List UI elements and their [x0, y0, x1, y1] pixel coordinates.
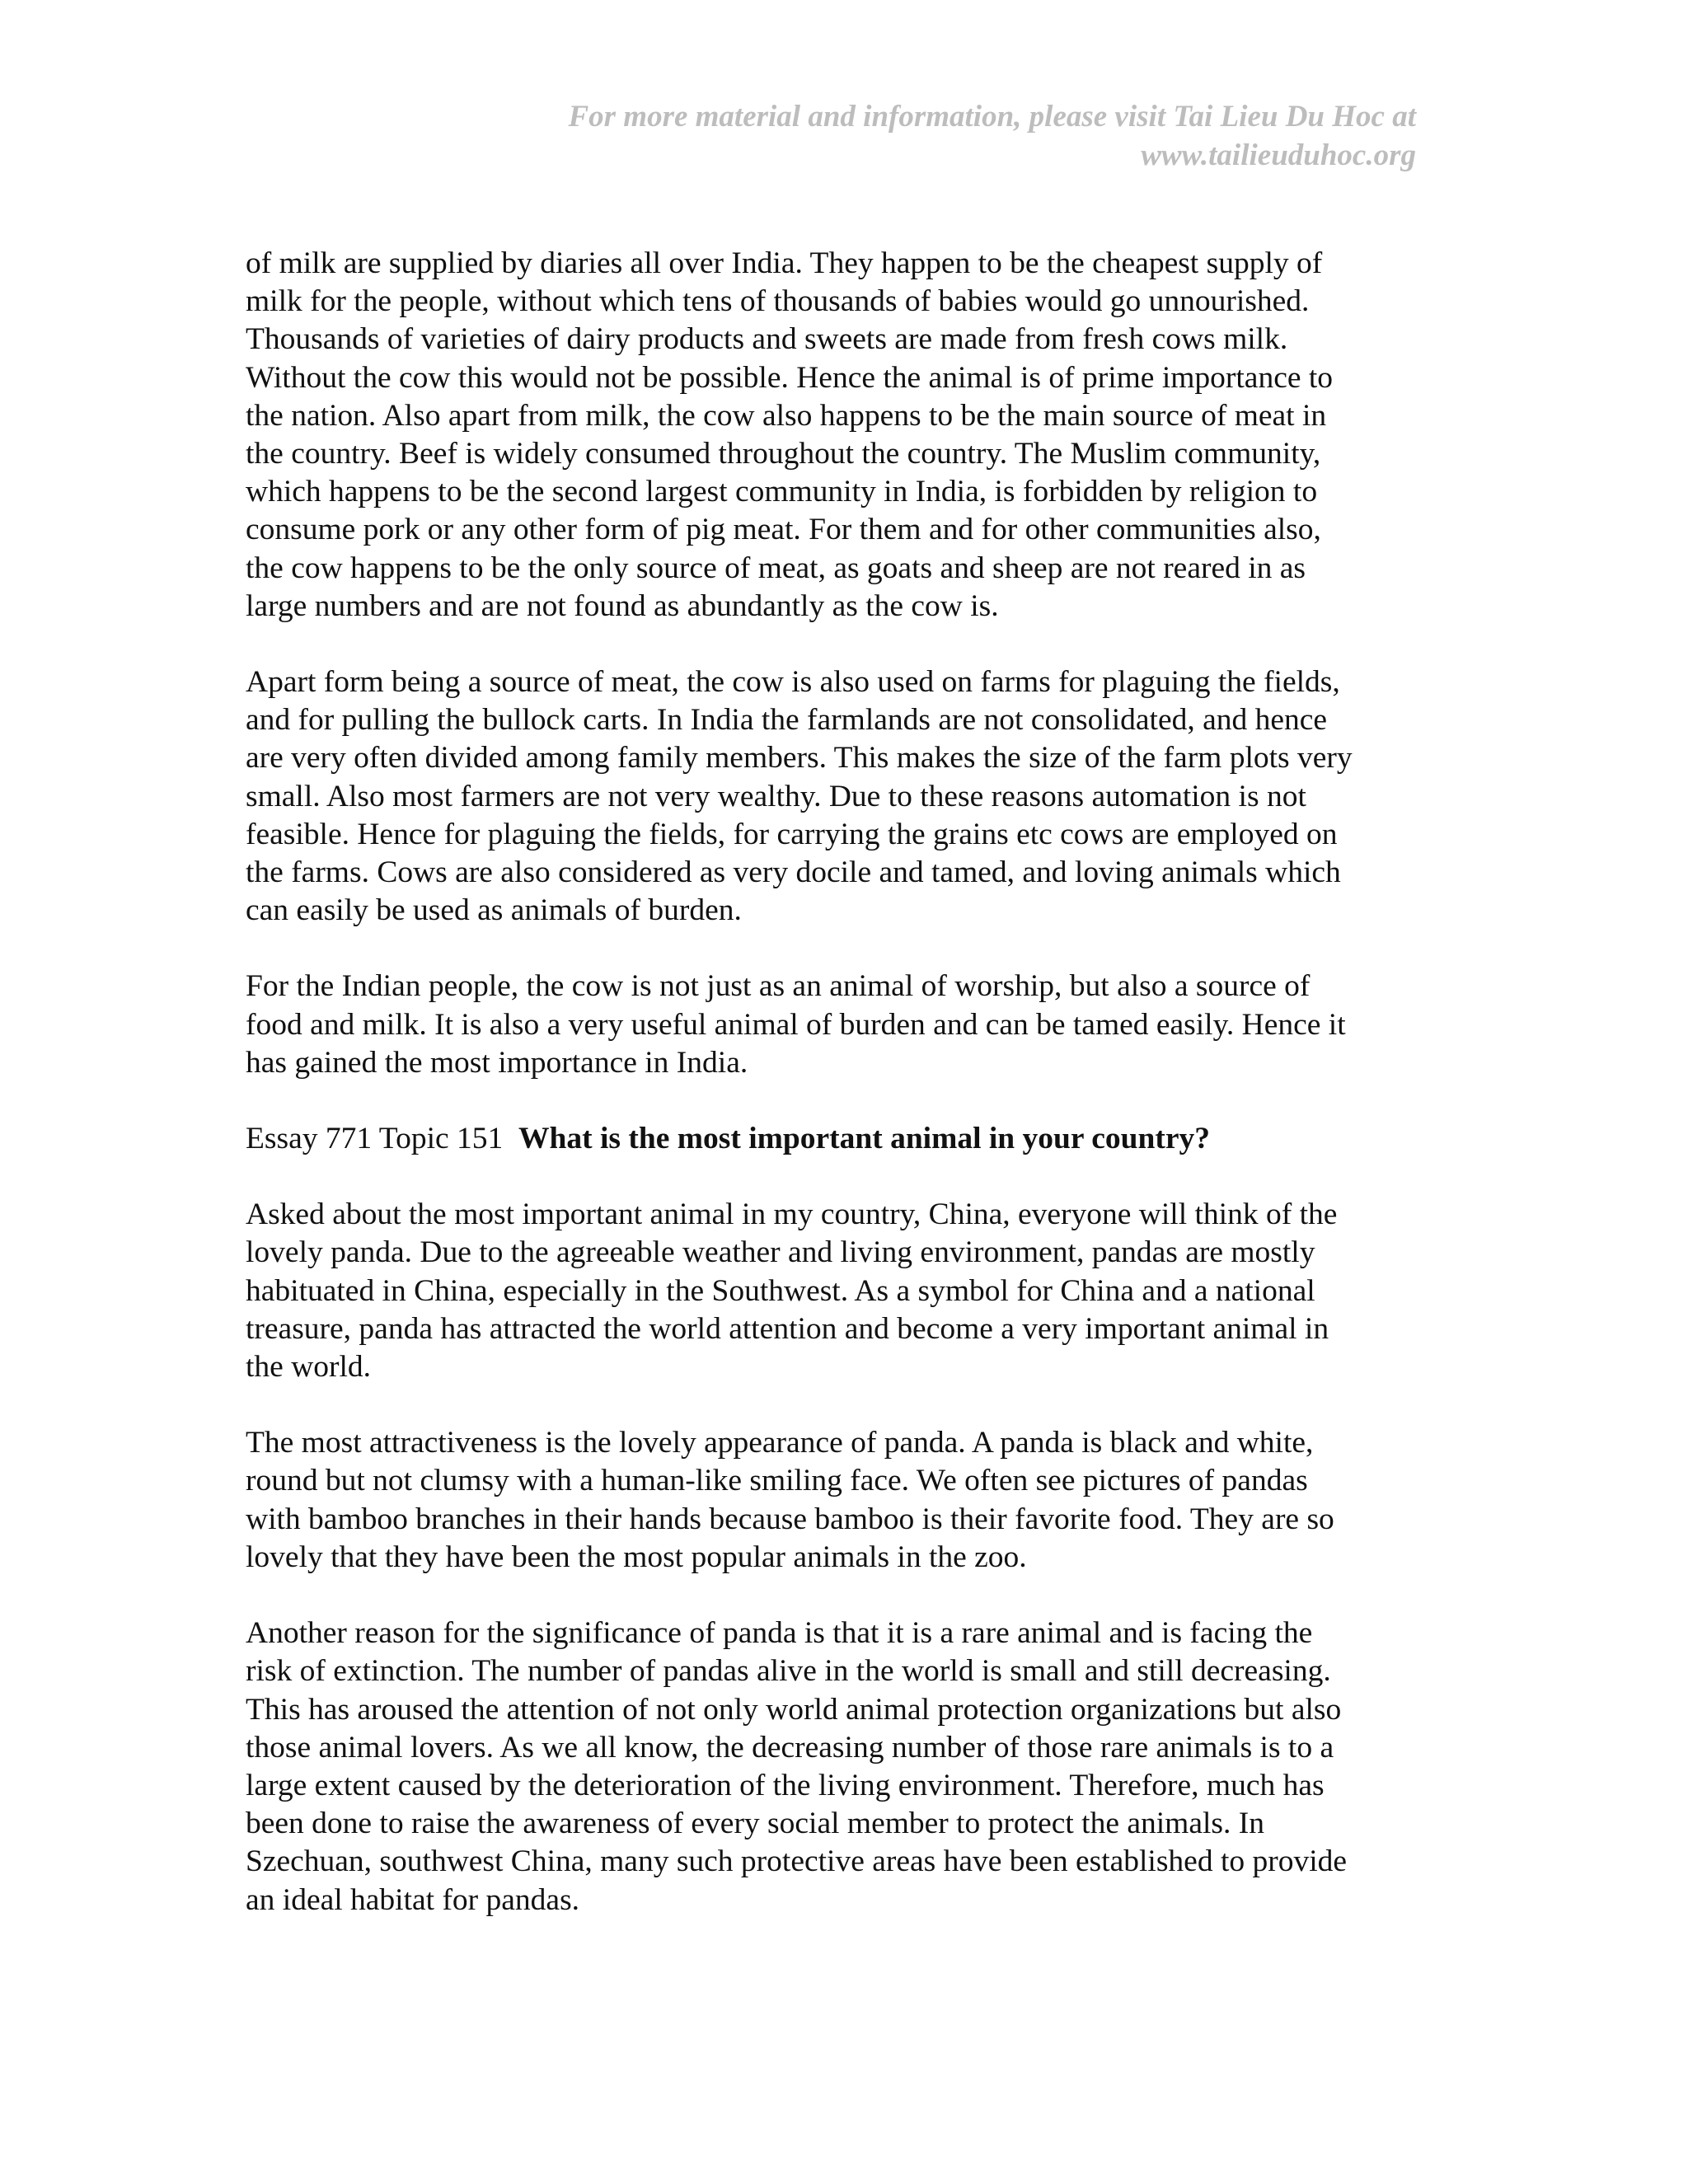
paragraph-cow-conclusion — [246, 968, 1432, 1082]
text-line: Szechuan, southwest China, many such protective areas have been established to provide — [246, 1844, 1348, 1879]
text-line: habituated in China, especially in the Southwest. As a symbol for China and a national — [246, 1273, 1315, 1308]
text-line: an ideal habitat for pandas. — [246, 1882, 580, 1917]
document-body — [246, 245, 1432, 1957]
text-line: Apart form being a source of meat, the cow is also used on farms for plaguing the fields, — [246, 665, 1340, 700]
text-line: large extent caused by the deterioration of the living environment. Therefore, much has — [246, 1768, 1325, 1802]
text-line: can easily be used as animals of burden. — [246, 893, 742, 928]
essay-heading — [246, 1120, 1432, 1158]
paragraph-panda-intro — [246, 1196, 1432, 1386]
essay-title: What is the most important animal in your country? — [518, 1122, 1210, 1156]
text-line: For the Indian people, the cow is not just as an animal of worship, but also a source of — [246, 969, 1311, 1004]
paragraph-cow-farms — [246, 663, 1432, 930]
text-line: round but not clumsy with a human-like smiling face. We often see pictures of pandas — [246, 1464, 1308, 1498]
text-line: This has aroused the attention of not only world animal protection organizations but also — [246, 1692, 1342, 1727]
text-line: the country. Beef is widely consumed throughout the country. The Muslim community, — [246, 437, 1321, 471]
text-line: and for pulling the bullock carts. In India the farmlands are not consolidated, and hence — [246, 703, 1328, 738]
text-line: lovely that they have been the most popular animals in the zoo. — [246, 1540, 1027, 1574]
text-line: the farms. Cows are also considered as very docile and tamed, and loving animals which — [246, 855, 1341, 890]
text-line: small. Also most farmers are not very wealthy. Due to these reasons automation is not — [246, 779, 1306, 813]
paragraph-panda-rarity — [246, 1615, 1432, 1919]
text-line: has gained the most importance in India. — [246, 1045, 748, 1080]
text-line: consume pork or any other form of pig meat. For them and for other communities also, — [246, 513, 1321, 547]
text-line: are very often divided among family members. This makes the size of the farm plots very — [246, 741, 1353, 776]
text-line: of milk are supplied by diaries all over India. They happen to be the cheapest supply of — [246, 246, 1323, 280]
text-line: risk of extinction. The number of pandas alive in the world is small and still decreasing. — [246, 1654, 1331, 1689]
text-line: the world. — [246, 1350, 372, 1385]
text-line: feasible. Hence for plaguing the fields, for carrying the grains etc cows are employed on — [246, 817, 1338, 851]
text-line: the cow happens to be the only source of meat, as goats and sheep are not reared in as — [246, 551, 1306, 585]
text-line: The most attractiveness is the lovely appearance of panda. A panda is black and white, — [246, 1426, 1314, 1460]
text-line: the nation. Also apart from milk, the cow also happens to be the main source of meat in — [246, 398, 1327, 433]
header-line-1: For more material and information, please visit Tai Lieu Du Hoc at — [568, 100, 1416, 134]
text-line: large numbers and are not found as abundantly as the cow is. — [246, 588, 999, 623]
paragraph-cow-milk — [246, 245, 1432, 626]
paragraph-panda-appearance — [246, 1424, 1432, 1577]
watermark-header — [345, 97, 1416, 175]
text-line: Another reason for the significance of panda is that it is a rare animal and is facing the — [246, 1616, 1313, 1651]
text-line: Thousands of varieties of dairy products and sweets are made from fresh cows milk. — [246, 322, 1288, 357]
essay-label: Essay 771 Topic 151 — [246, 1122, 504, 1156]
header-link[interactable]: www.tailieuduhoc.org — [1141, 138, 1416, 172]
text-line: those animal lovers. As we all know, the decreasing number of those rare animals is to a — [246, 1730, 1334, 1765]
text-line: milk for the people, without which tens of thousands of babies would go unnourished. — [246, 284, 1310, 319]
text-line: treasure, panda has attracted the world attention and become a very important animal in — [246, 1311, 1329, 1346]
text-line: with bamboo branches in their hands because bamboo is their favorite food. They are so — [246, 1502, 1334, 1536]
text-line: food and milk. It is also a very useful animal of burden and can be tamed easily. Hence it — [246, 1007, 1346, 1042]
text-line: lovely panda. Due to the agreeable weather and living environment, pandas are mostly — [246, 1235, 1315, 1270]
text-line: been done to raise the awareness of every social member to protect the animals. In — [246, 1807, 1264, 1841]
text-line: which happens to be the second largest community in India, is forbidden by religion to — [246, 475, 1318, 509]
text-line: Without the cow this would not be possible. Hence the animal is of prime importance to — [246, 360, 1334, 395]
text-line: Asked about the most important animal in my country, China, everyone will think of the — [246, 1197, 1338, 1232]
